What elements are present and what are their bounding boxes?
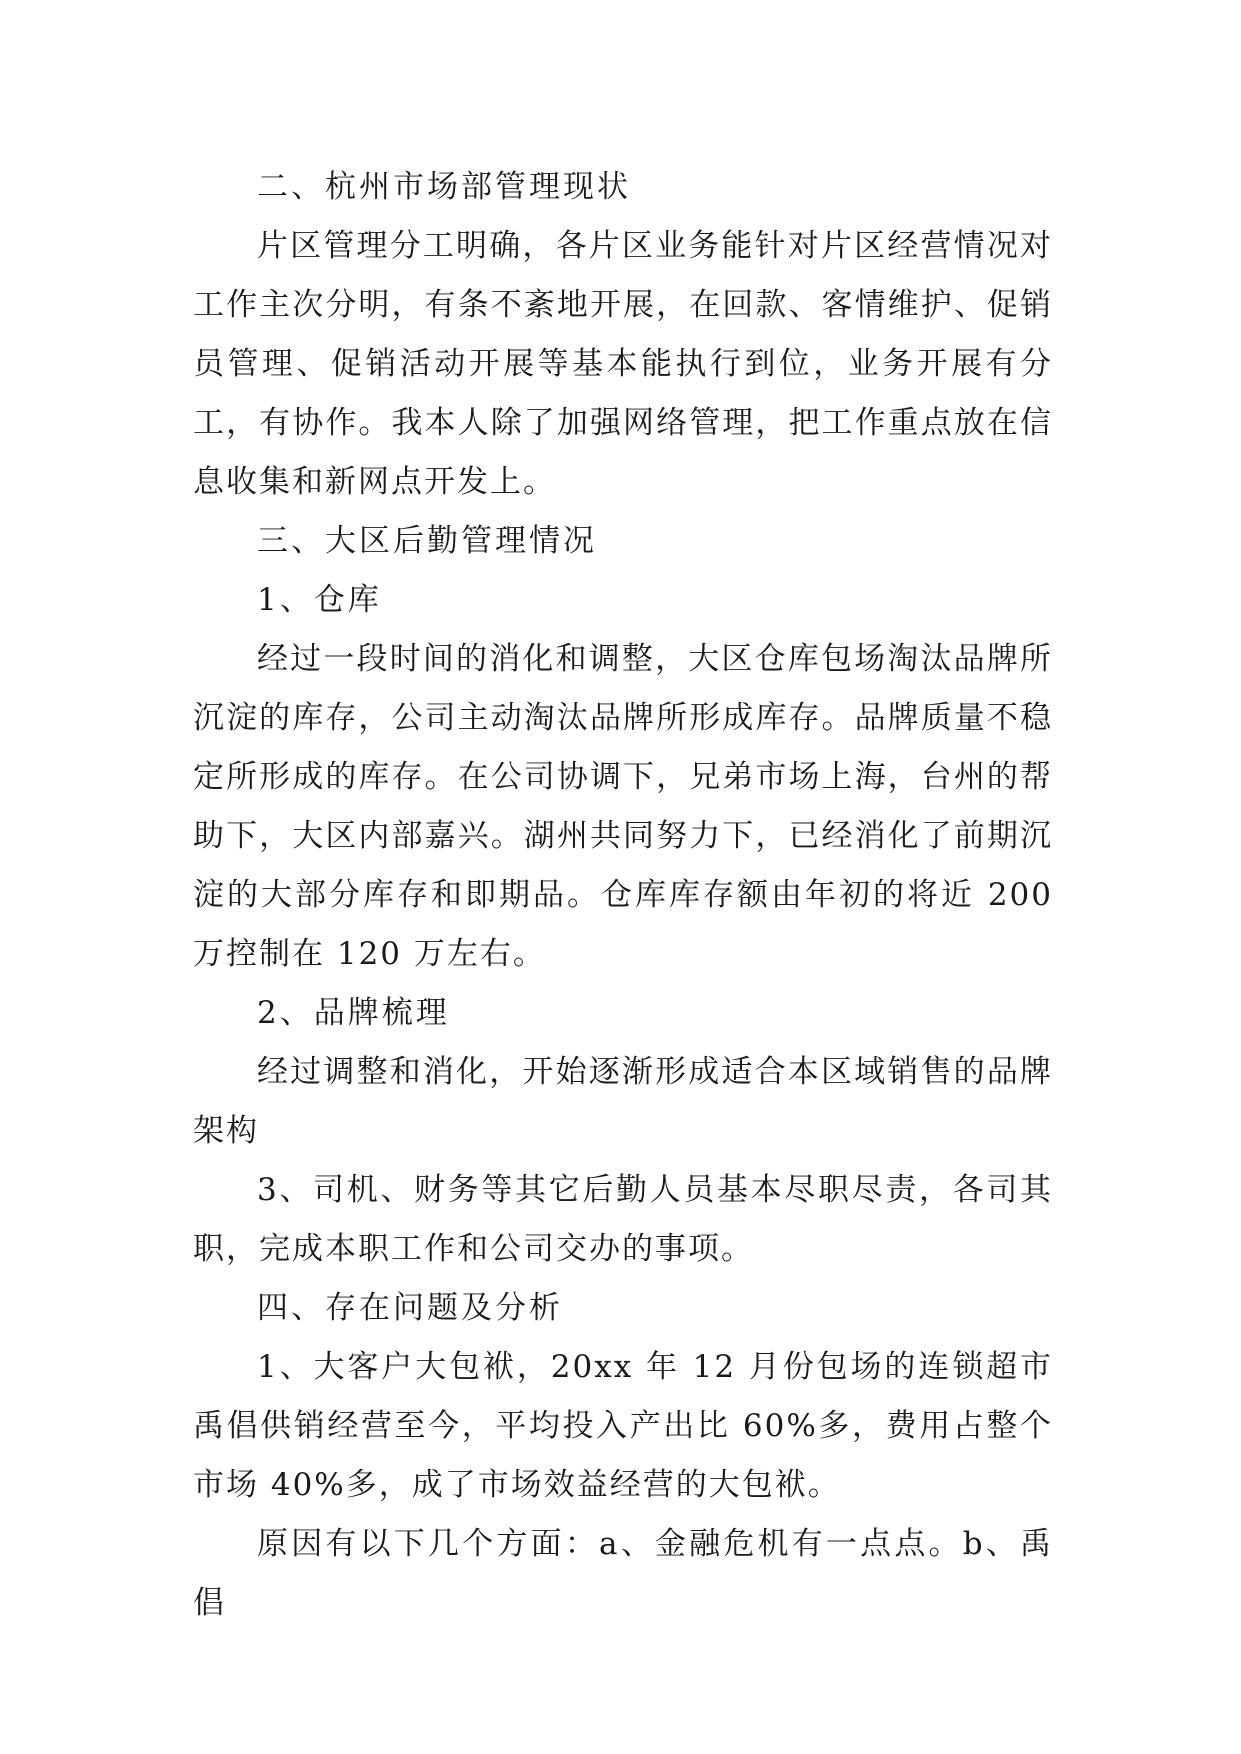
subheading-warehouse: 1、仓库: [257, 582, 382, 618]
subheading-brand: 2、品牌梳理: [257, 995, 450, 1031]
paragraph-warehouse: 经过一段时间的消化和调整，大区仓库包场淘汰品牌所沉淀的库存，公司主动淘汰品牌所形成库存。品牌质量不稳定所形成的库存。在公司协调下，兄弟市场上海，台州的帮助下，大区内部嘉兴。湖州共同努力下，已经消化了前期沉淀的大部分库存和即期品。仓库库存额由年初的将近 200 万控制在 120 万左右。: [193, 641, 1053, 972]
paragraph-brand: 经过调整和消化，开始逐渐形成适合本区域销售的品牌架构: [193, 1054, 1053, 1149]
section-heading-4: 四、存在问题及分析: [257, 1290, 563, 1326]
section-heading-3: 三、大区后勤管理情况: [257, 523, 597, 559]
paragraph-logistics-staff: 3、司机、财务等其它后勤人员基本尽职尽责，各司其职，完成本职工作和公司交办的事项。: [193, 1172, 1053, 1267]
paragraph-market-status: 片区管理分工明确，各片区业务能针对片区经营情况对工作主次分明，有条不紊地开展，在回款、客情维护、促销员管理、促销活动开展等基本能执行到位，业务开展有分工，有协作。我本人除了加强网络管理，把工作重点放在信息收集和新网点开发上。: [193, 228, 1053, 500]
paragraph-big-customer: 1、大客户大包袱，20xx 年 12 月份包场的连锁超市禹倡供销经营至今，平均投入产出比 60%多，费用占整个市场 40%多，成了市场效益经营的大包袱。: [193, 1349, 1053, 1503]
section-heading-2: 二、杭州市场部管理现状: [257, 169, 631, 205]
document-body: [193, 158, 1053, 1633]
paragraph-reasons: 原因有以下几个方面：a、金融危机有一点点。b、禹倡: [193, 1526, 1053, 1621]
